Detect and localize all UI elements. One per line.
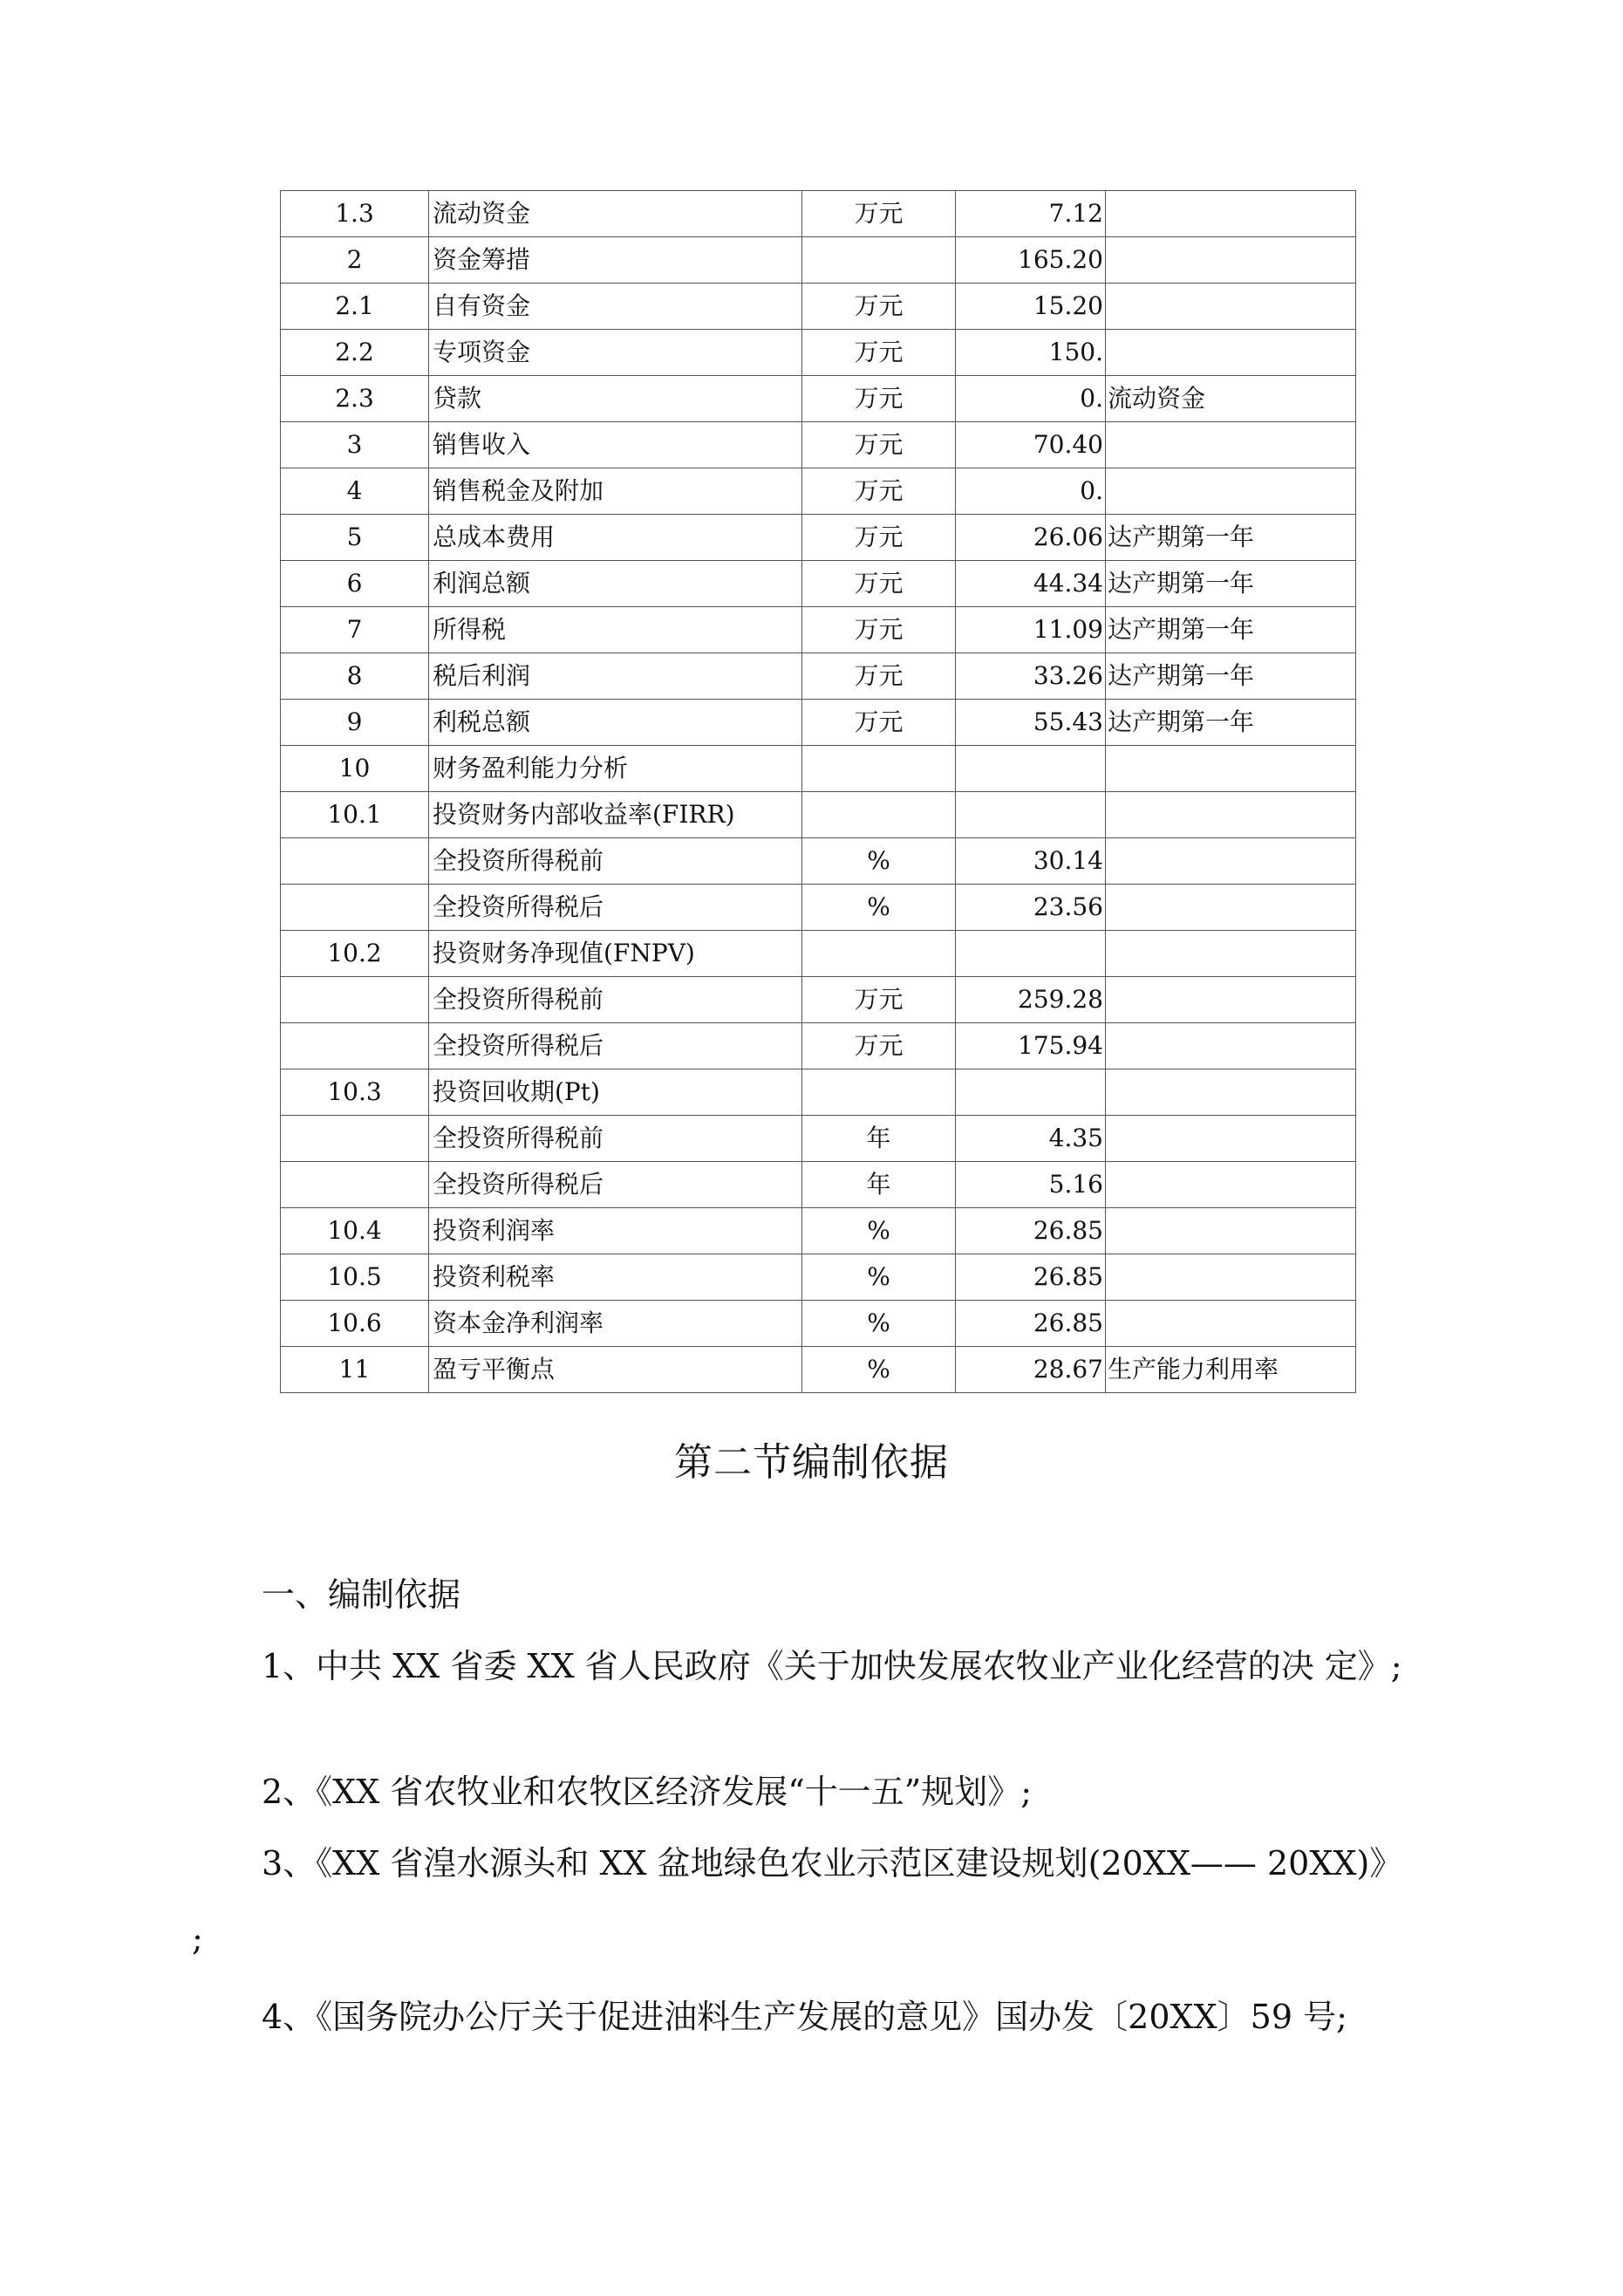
row-unit: % [802,838,956,885]
row-unit [802,1069,956,1116]
row-item: 投资财务内部收益率(FIRR) [429,792,802,838]
row-value: 150. [956,330,1106,376]
row-number: 3 [281,422,429,468]
row-value [956,931,1106,977]
table-row [281,515,1356,561]
table-row [281,561,1356,607]
row-note [1106,422,1356,468]
row-value: 7.12 [956,191,1106,237]
table-row [281,885,1356,931]
row-number: 10.6 [281,1301,429,1347]
table-row [281,1162,1356,1208]
row-value: 28.67 [956,1347,1106,1393]
row-number: 7 [281,607,429,653]
row-item: 全投资所得税前 [429,977,802,1023]
row-value: 26.85 [956,1254,1106,1301]
row-unit: 万元 [802,515,956,561]
row-item: 财务盈利能力分析 [429,746,802,792]
row-number: 10.5 [281,1254,429,1301]
row-value: 259.28 [956,977,1106,1023]
row-note: 达产期第一年 [1106,515,1356,561]
table-row [281,746,1356,792]
row-value: 30.14 [956,838,1106,885]
row-number: 5 [281,515,429,561]
row-item: 全投资所得税前 [429,838,802,885]
row-unit: 万元 [802,330,956,376]
table-row [281,792,1356,838]
row-note [1106,1208,1356,1254]
row-unit: 万元 [802,700,956,746]
row-item: 流动资金 [429,191,802,237]
row-note: 生产能力利用率 [1106,1347,1356,1393]
row-unit: 万元 [802,191,956,237]
row-unit: 万元 [802,284,956,330]
table-row [281,700,1356,746]
row-note [1106,885,1356,931]
row-note: 达产期第一年 [1106,561,1356,607]
row-unit [802,746,956,792]
row-value: 15.20 [956,284,1106,330]
row-value: 175.94 [956,1023,1106,1069]
row-value [956,792,1106,838]
table-row [281,1254,1356,1301]
row-note [1106,284,1356,330]
row-item: 销售收入 [429,422,802,468]
table-row [281,422,1356,468]
table-row [281,191,1356,237]
row-unit: 年 [802,1162,956,1208]
row-unit: 万元 [802,977,956,1023]
row-note [1106,237,1356,284]
row-note: 达产期第一年 [1106,653,1356,700]
basis-item-2: 2、《XX 省农牧业和农牧区经济发展“十一五”规划》; [262,1773,1033,1811]
basis-item-4: 4、《国务院办公厅关于促进油料生产发展的意见》国办发〔20XX〕59 号; [262,1998,1347,2036]
table-row [281,1116,1356,1162]
table-row [281,607,1356,653]
row-value: 0. [956,468,1106,515]
row-number: 8 [281,653,429,700]
row-value: 70.40 [956,422,1106,468]
row-number [281,838,429,885]
row-item: 资金筹措 [429,237,802,284]
row-unit: 年 [802,1116,956,1162]
row-number: 10.3 [281,1069,429,1116]
row-number: 10.2 [281,931,429,977]
row-note [1106,1069,1356,1116]
row-value: 26.06 [956,515,1106,561]
row-number: 10.4 [281,1208,429,1254]
row-value: 26.85 [956,1301,1106,1347]
table-row [281,376,1356,422]
basis-item-1: 1、中共 XX 省委 XX 省人民政府《关于加快发展农牧业产业化经营的决 定》; [262,1647,1402,1685]
row-value: 4.35 [956,1116,1106,1162]
table-row [281,977,1356,1023]
row-note [1106,1254,1356,1301]
row-value: 0. [956,376,1106,422]
row-unit: % [802,1347,956,1393]
row-note [1106,838,1356,885]
row-unit: 万元 [802,376,956,422]
basis-item-3-tail: ; [192,1919,203,1958]
row-unit: % [802,1254,956,1301]
row-item: 全投资所得税后 [429,1162,802,1208]
row-unit: 万元 [802,422,956,468]
table-row [281,468,1356,515]
row-item: 所得税 [429,607,802,653]
row-value: 165.20 [956,237,1106,284]
row-number [281,1116,429,1162]
table-row [281,284,1356,330]
row-value: 44.34 [956,561,1106,607]
row-item: 税后利润 [429,653,802,700]
row-number [281,1162,429,1208]
row-unit: 万元 [802,607,956,653]
row-item: 利税总额 [429,700,802,746]
row-unit [802,792,956,838]
row-note [1106,1023,1356,1069]
row-unit: % [802,1208,956,1254]
row-value: 55.43 [956,700,1106,746]
table-row [281,653,1356,700]
row-note: 流动资金 [1106,376,1356,422]
row-note [1106,468,1356,515]
table-row [281,1208,1356,1254]
row-note [1106,1162,1356,1208]
row-item: 资本金净利润率 [429,1301,802,1347]
row-number: 2.1 [281,284,429,330]
row-unit: 万元 [802,653,956,700]
row-note [1106,977,1356,1023]
row-note [1106,746,1356,792]
row-note [1106,1301,1356,1347]
row-number: 10.1 [281,792,429,838]
row-item: 全投资所得税后 [429,885,802,931]
row-unit: 万元 [802,561,956,607]
row-item: 投资财务净现值(FNPV) [429,931,802,977]
table-row [281,330,1356,376]
section-title: 第二节编制依据 [674,1440,949,1485]
basis-item-3: 3、《XX 省湟水源头和 XX 盆地绿色农业示范区建设规划(20XX—— 20XX)》 [262,1844,1403,1883]
row-item: 投资利润率 [429,1208,802,1254]
row-unit: % [802,1301,956,1347]
row-item: 利润总额 [429,561,802,607]
row-item: 盈亏平衡点 [429,1347,802,1393]
row-item: 投资利税率 [429,1254,802,1301]
row-number: 1.3 [281,191,429,237]
row-item: 专项资金 [429,330,802,376]
row-note: 达产期第一年 [1106,700,1356,746]
row-number: 9 [281,700,429,746]
row-number [281,1023,429,1069]
row-value: 11.09 [956,607,1106,653]
row-unit [802,237,956,284]
row-number: 6 [281,561,429,607]
table-row [281,1069,1356,1116]
row-item: 全投资所得税前 [429,1116,802,1162]
row-value: 23.56 [956,885,1106,931]
row-item: 贷款 [429,376,802,422]
row-item: 投资回收期(Pt) [429,1069,802,1116]
row-note [1106,1116,1356,1162]
row-unit: 万元 [802,1023,956,1069]
table-row [281,1301,1356,1347]
table-row [281,1023,1356,1069]
row-number [281,885,429,931]
row-value: 33.26 [956,653,1106,700]
row-number: 2.3 [281,376,429,422]
row-item: 自有资金 [429,284,802,330]
row-note: 达产期第一年 [1106,607,1356,653]
row-number [281,977,429,1023]
table-row [281,1347,1356,1393]
row-unit: % [802,885,956,931]
row-unit: 万元 [802,468,956,515]
row-unit [802,931,956,977]
row-item: 全投资所得税后 [429,1023,802,1069]
row-number: 4 [281,468,429,515]
table-row [281,237,1356,284]
row-number: 10 [281,746,429,792]
row-value: 26.85 [956,1208,1106,1254]
row-note [1106,792,1356,838]
row-item: 销售税金及附加 [429,468,802,515]
section-heading: 一、编制依据 [262,1575,461,1614]
row-item: 总成本费用 [429,515,802,561]
row-note [1106,931,1356,977]
row-note [1106,330,1356,376]
row-value [956,746,1106,792]
table-row [281,931,1356,977]
row-value [956,1069,1106,1116]
row-number: 11 [281,1347,429,1393]
row-number: 2 [281,237,429,284]
financial-indicator-table [280,190,1356,1393]
row-note [1106,191,1356,237]
table-row [281,838,1356,885]
row-number: 2.2 [281,330,429,376]
row-value: 5.16 [956,1162,1106,1208]
